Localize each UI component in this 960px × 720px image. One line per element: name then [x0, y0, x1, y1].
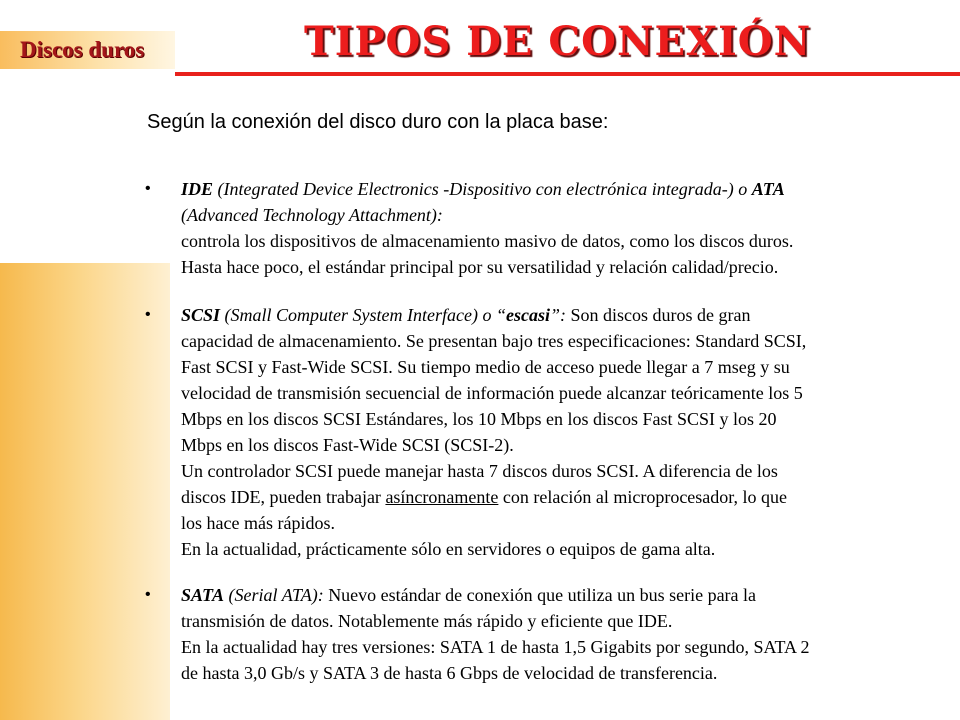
sata-line-1 [181, 582, 935, 608]
intro-text: Según la conexión del disco duro con la placa base: [147, 111, 609, 133]
ide-line-1 [181, 176, 935, 202]
scsi-line-8 [181, 484, 935, 510]
bullet-icon: • [145, 586, 151, 603]
bullet-icon: • [145, 180, 151, 197]
sata-gloss: (Serial ATA): [224, 585, 329, 605]
asincronamente-underlined: asíncronamente [385, 487, 499, 507]
scsi-line-1 [181, 302, 935, 328]
scsi-line-9: los hace más rápidos. [181, 513, 335, 533]
scsi-line-5: Mbps en los discos SCSI Estándares, los 10 Mbps en los discos Fast SCSI y los 20 [181, 409, 777, 429]
list-item-sata [145, 582, 935, 686]
slide-title: TIPOS DE CONEXIÓN [304, 18, 812, 65]
scsi-line-6: Mbps en los discos Fast-Wide SCSI (SCSI-2). [181, 435, 514, 455]
sata-line-3: En la actualidad hay tres versiones: SATA 1 de hasta 1,5 Gigabits por segundo, SATA 2 [181, 637, 810, 657]
sata-line-4: de hasta 3,0 Gb/s y SATA 3 de hasta 6 Gbps de velocidad de transferencia. [181, 663, 718, 683]
ata-term: ATA [751, 179, 785, 199]
ide-line-2: (Advanced Technology Attachment): [181, 205, 443, 225]
sata-line-2: transmisión de datos. Notablemente más rápido y eficiente que IDE. [181, 611, 673, 631]
scsi-line-1-rest: Son discos duros de gran [570, 305, 751, 325]
topic-label: Discos duros [20, 37, 145, 62]
ide-line-3: controla los dispositivos de almacenamiento masivo de datos, como los discos duros. [181, 231, 794, 251]
scsi-term: SCSI [181, 305, 221, 325]
scsi-line-3: Fast SCSI y Fast-Wide SCSI. Su tiempo medio de acceso puede llegar a 7 mseg y su [181, 357, 790, 377]
title-underline [175, 72, 960, 76]
scsi-gloss-close: ”: [550, 305, 571, 325]
sata-term: SATA [181, 585, 225, 605]
scsi-line-8-b: con relación al microprocesador, lo que [498, 487, 788, 507]
list-item-scsi [145, 302, 935, 562]
bullet-icon: • [145, 306, 151, 323]
ide-gloss: (Integrated Device Electronics -Dispositivo con electrónica integrada-) o [213, 179, 752, 199]
list-item-ide [145, 176, 935, 280]
escasi-term: escasi [506, 305, 550, 325]
scsi-line-2: capacidad de almacenamiento. Se presentan bajo tres especificaciones: Standard SCSI, [181, 331, 807, 351]
scsi-gloss: (Small Computer System Interface) o “ [220, 305, 506, 325]
ide-term: IDE [181, 179, 214, 199]
scsi-line-7: Un controlador SCSI puede manejar hasta 7 discos duros SCSI. A diferencia de los [181, 461, 778, 481]
scsi-line-10: En la actualidad, prácticamente sólo en servidores o equipos de gama alta. [181, 539, 716, 559]
scsi-line-4: velocidad de transmisión secuencial de información puede alcanzar teóricamente los 5 [181, 383, 803, 403]
ide-line-4: Hasta hace poco, el estándar principal por su versatilidad y relación calidad/precio. [181, 257, 779, 277]
scsi-line-8-a: discos IDE, pueden trabajar [181, 487, 386, 507]
sata-line-1-rest: Nuevo estándar de conexión que utiliza un bus serie para la [328, 585, 757, 605]
